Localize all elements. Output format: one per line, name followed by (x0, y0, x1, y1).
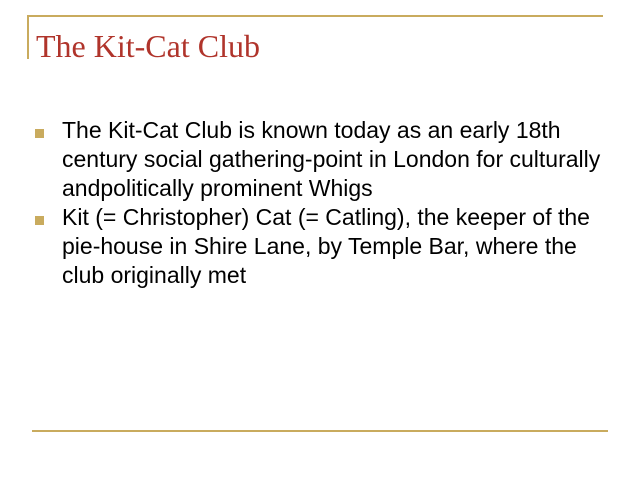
slide-title: The Kit-Cat Club (36, 28, 260, 64)
left-divider-line (27, 15, 29, 59)
bullet-list (34, 116, 614, 290)
bullet-item (34, 203, 614, 290)
square-bullet-icon (35, 129, 44, 138)
bullet-text: The Kit-Cat Club is known today as an early 18th century social gathering-point in London for culturally andpolitically prominent Whigs (62, 117, 601, 201)
top-divider-line (27, 15, 603, 17)
bullet-item (34, 116, 614, 203)
bottom-divider-line (32, 430, 608, 432)
bullet-text: Kit (= Christopher) Cat (= Catling), the keeper of the pie-house in Shire Lane, by Temple Bar, where the club originally met (62, 204, 590, 288)
square-bullet-icon (35, 216, 44, 225)
